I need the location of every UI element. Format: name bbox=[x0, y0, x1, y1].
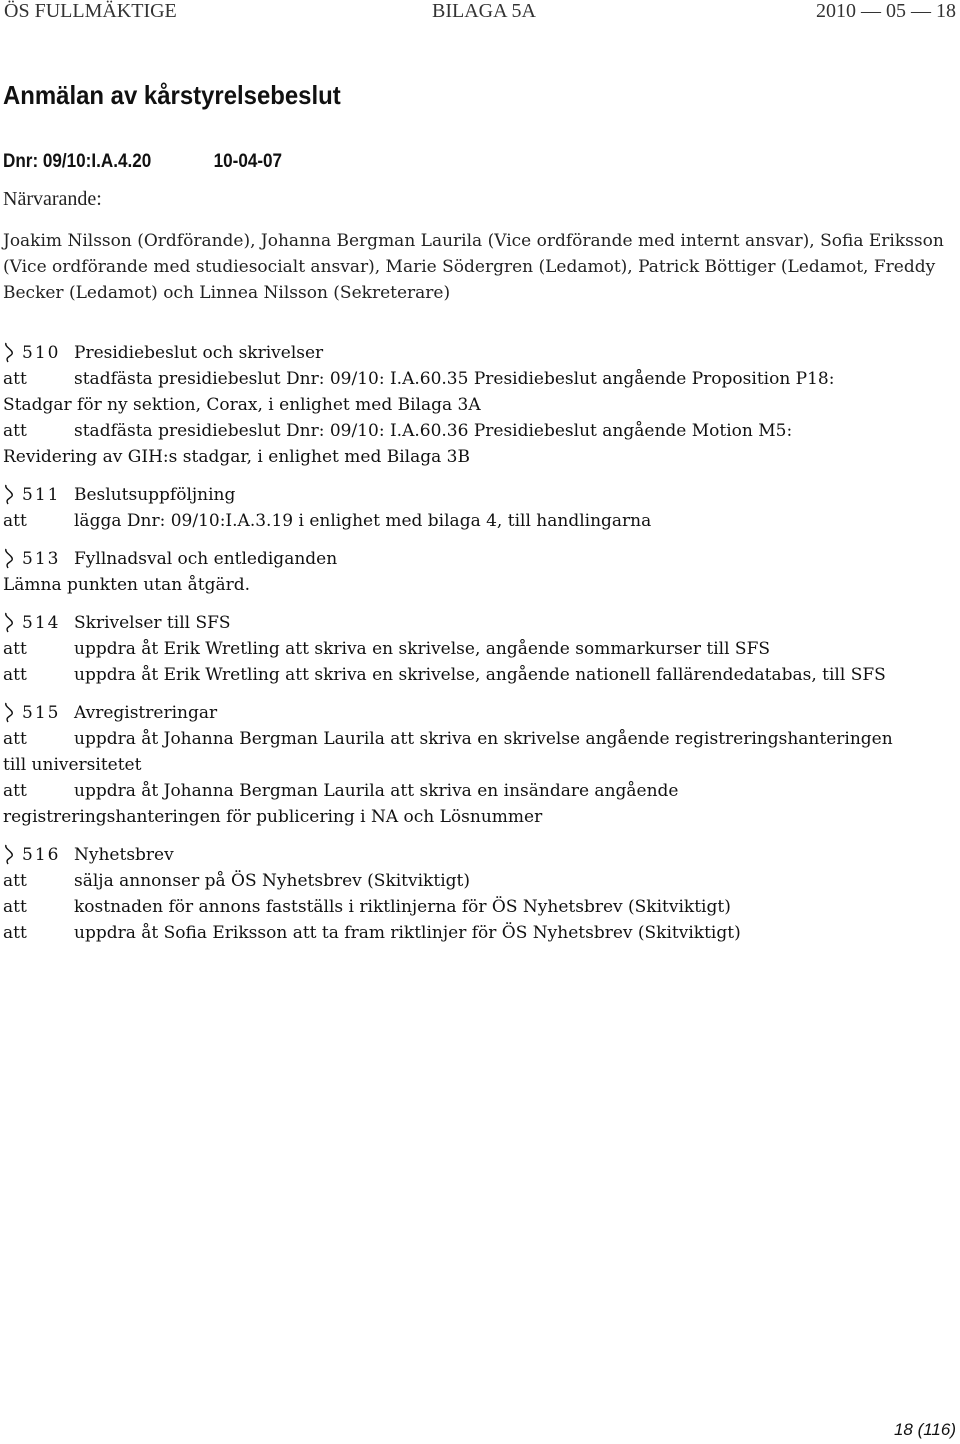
att-label: att bbox=[3, 421, 27, 441]
decision-continuation: Revidering av GIH:s stadgar, i enlighet med Bilaga 3B bbox=[3, 447, 470, 467]
page-number: 18 (116) bbox=[893, 1420, 956, 1439]
section-heading bbox=[0, 482, 960, 508]
decision-text: stadfästa presidiebeslut Dnr: 09/10: I.A.60.36 Presidiebeslut angående Motion M5: bbox=[74, 421, 793, 441]
att-label: att bbox=[3, 639, 27, 659]
section-heading bbox=[0, 340, 960, 366]
att-label: att bbox=[3, 729, 27, 749]
section-number: 510 bbox=[22, 343, 61, 363]
att-label: att bbox=[3, 897, 27, 917]
decision-item bbox=[0, 868, 960, 894]
section-heading bbox=[0, 610, 960, 636]
section-515 bbox=[0, 700, 960, 830]
section-title: Fyllnadsval och entlediganden bbox=[74, 549, 338, 569]
section-514 bbox=[0, 610, 960, 688]
section-title: Avregistreringar bbox=[74, 703, 218, 723]
decision-item bbox=[0, 508, 960, 534]
att-label: att bbox=[3, 781, 27, 801]
section-516 bbox=[0, 842, 960, 946]
att-label: att bbox=[3, 871, 27, 891]
att-label: att bbox=[3, 665, 27, 685]
decision-item bbox=[0, 726, 960, 752]
decision-item bbox=[0, 366, 960, 392]
section-number: 513 bbox=[22, 549, 61, 569]
decision-text: uppdra åt Johanna Bergman Laurila att skriva en insändare angående bbox=[74, 781, 679, 801]
decision-text: kostnaden för annons fastställs i riktlinjerna för ÖS Nyhetsbrev (Skitviktigt) bbox=[74, 897, 731, 917]
section-title: Nyhetsbrev bbox=[74, 845, 174, 865]
decision-item bbox=[0, 418, 960, 444]
decision-sections bbox=[0, 340, 960, 958]
decision-text: uppdra åt Erik Wretling att skriva en skrivelse, angående sommarkurser till SFS bbox=[74, 639, 771, 659]
paragraph-section-icon bbox=[2, 483, 16, 507]
decision-text: sälja annonser på ÖS Nyhetsbrev (Skitviktigt) bbox=[74, 871, 470, 891]
section-note: Lämna punkten utan åtgärd. bbox=[3, 575, 251, 595]
decision-item bbox=[0, 894, 960, 920]
paragraph-section-icon bbox=[2, 701, 16, 725]
section-number: 514 bbox=[22, 613, 61, 633]
section-heading bbox=[0, 546, 960, 572]
decision-item bbox=[0, 778, 960, 804]
decision-text: stadfästa presidiebeslut Dnr: 09/10: I.A.60.35 Presidiebeslut angående Proposition P18: bbox=[74, 369, 835, 389]
paragraph-section-icon bbox=[2, 341, 16, 365]
paragraph-section-icon bbox=[2, 547, 16, 571]
section-number: 511 bbox=[22, 485, 61, 505]
decision-text: lägga Dnr: 09/10:I.A.3.19 i enlighet med bilaga 4, till handlingarna bbox=[74, 511, 652, 531]
section-511 bbox=[0, 482, 960, 534]
paragraph-section-icon bbox=[2, 843, 16, 867]
decision-continuation: Stadgar för ny sektion, Corax, i enlighet med Bilaga 3A bbox=[3, 395, 481, 415]
att-label: att bbox=[3, 511, 27, 531]
header-date: 2010 — 05 — 18 bbox=[816, 0, 956, 22]
section-number: 515 bbox=[22, 703, 61, 723]
att-label: att bbox=[3, 369, 27, 389]
decision-continuation: till universitetet bbox=[3, 755, 142, 775]
section-title: Beslutsuppföljning bbox=[74, 485, 236, 505]
decision-text: uppdra åt Sofia Eriksson att ta fram riktlinjer för ÖS Nyhetsbrev (Skitviktigt) bbox=[74, 923, 741, 943]
decision-continuation: registreringshanteringen för publicering i NA och Lösnummer bbox=[3, 807, 543, 827]
page-header bbox=[4, 0, 956, 24]
section-513 bbox=[0, 546, 960, 598]
att-label: att bbox=[3, 923, 27, 943]
attendees-list: Joakim Nilsson (Ordförande), Johanna Bergman Laurila (Vice ordförande med internt ansvar), Sofia Eriksson (Vice ordförande med studiesocialt ansvar), Marie Södergren (Ledamot), Patrick Böttiger (Ledamot, Freddy Becker (Ledamot) och Linnea Nilsson (Sekreterare) bbox=[3, 231, 944, 303]
reference-line bbox=[3, 151, 283, 173]
document-title: Anmälan av kårstyrelsebeslut bbox=[3, 80, 341, 110]
decision-text: uppdra åt Erik Wretling att skriva en skrivelse, angående nationell fallärendedatabas, till SFS bbox=[74, 665, 886, 685]
decision-item bbox=[0, 636, 960, 662]
decision-item bbox=[0, 920, 960, 946]
paragraph-section-icon bbox=[2, 611, 16, 635]
header-org: ÖS FULLMÄKTIGE bbox=[4, 0, 177, 22]
decision-item bbox=[0, 662, 960, 688]
reference-date: 10-04-07 bbox=[213, 151, 283, 172]
attendees-label: Närvarande: bbox=[3, 188, 102, 210]
section-heading bbox=[0, 700, 960, 726]
section-510 bbox=[0, 340, 960, 470]
decision-text: uppdra åt Johanna Bergman Laurila att skriva en skrivelse angående registreringshanteringen bbox=[74, 729, 893, 749]
header-attachment: BILAGA 5A bbox=[432, 0, 536, 22]
reference-number: Dnr: 09/10:I.A.4.20 bbox=[3, 151, 152, 172]
section-title: Skrivelser till SFS bbox=[74, 613, 231, 633]
section-number: 516 bbox=[22, 845, 61, 865]
section-heading bbox=[0, 842, 960, 868]
section-title: Presidiebeslut och skrivelser bbox=[74, 343, 324, 363]
